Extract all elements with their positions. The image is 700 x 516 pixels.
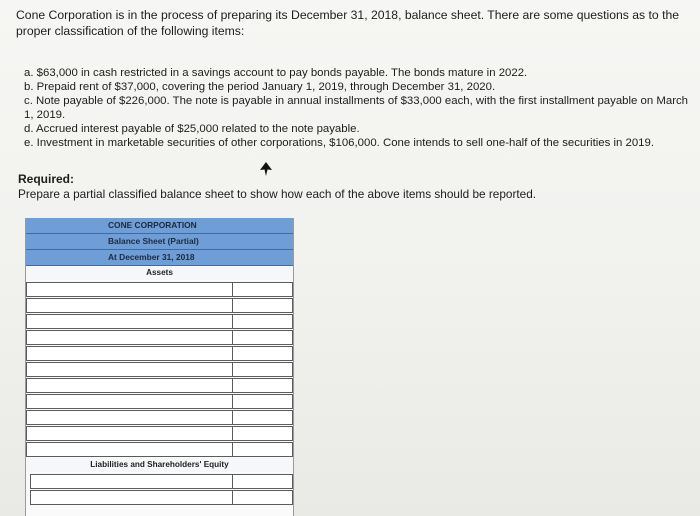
account-name-cell[interactable] bbox=[27, 347, 233, 360]
item-b: b. Prepaid rent of $37,000, covering the period January 1, 2019, through December 31, 2020. bbox=[24, 81, 496, 93]
assets-input-row[interactable] bbox=[26, 394, 293, 409]
account-name-cell[interactable] bbox=[27, 283, 233, 296]
balance-sheet-worksheet bbox=[25, 218, 294, 516]
account-name-cell[interactable] bbox=[27, 395, 233, 408]
account-name-cell[interactable] bbox=[27, 363, 233, 376]
item-c-continued: 1, 2019. bbox=[24, 109, 66, 121]
account-name-cell[interactable] bbox=[27, 443, 233, 456]
liabilities-input-row[interactable] bbox=[30, 474, 293, 489]
account-name-cell[interactable] bbox=[27, 427, 233, 440]
item-e: e. Investment in marketable securities of other corporations, $106,000. Cone intends to sell one-half of the securities in 2019. bbox=[24, 137, 655, 149]
company-name-header: CONE CORPORATION bbox=[26, 218, 293, 234]
assets-input-row[interactable] bbox=[26, 378, 293, 393]
mouse-pointer-icon bbox=[260, 162, 272, 176]
problem-items-list bbox=[24, 66, 694, 150]
assets-input-row[interactable] bbox=[26, 298, 293, 313]
item-c: c. Note payable of $226,000. The note is payable in annual installments of $33,000 each, with the first installment payable on March bbox=[24, 95, 689, 107]
statement-date-header: At December 31, 2018 bbox=[26, 250, 293, 266]
account-name-cell[interactable] bbox=[27, 331, 233, 344]
assets-input-row[interactable] bbox=[26, 314, 293, 329]
assets-input-row[interactable] bbox=[26, 346, 293, 361]
item-d: d. Accrued interest payable of $25,000 related to the note payable. bbox=[24, 123, 360, 135]
liabilities-input-row[interactable] bbox=[30, 490, 293, 505]
required-instructions: Prepare a partial classified balance sheet to show how each of the above items should be reported. bbox=[18, 187, 537, 201]
assets-input-row[interactable] bbox=[26, 410, 293, 425]
required-heading: Required: bbox=[18, 172, 75, 186]
assets-input-row[interactable] bbox=[26, 282, 293, 297]
statement-title-header: Balance Sheet (Partial) bbox=[26, 234, 293, 250]
account-name-cell[interactable] bbox=[31, 475, 233, 488]
assets-section-label: Assets bbox=[26, 266, 293, 280]
assets-input-row[interactable] bbox=[26, 426, 293, 441]
account-name-cell[interactable] bbox=[31, 491, 233, 504]
item-a: a. $63,000 in cash restricted in a savings account to pay bonds payable. The bonds mature in 2022. bbox=[24, 67, 528, 79]
account-name-cell[interactable] bbox=[27, 411, 233, 424]
account-name-cell[interactable] bbox=[27, 299, 233, 312]
assets-input-row[interactable] bbox=[26, 362, 293, 377]
liabilities-equity-section-label: Liabilities and Shareholders' Equity bbox=[26, 458, 293, 472]
assets-input-row[interactable] bbox=[26, 442, 293, 457]
account-name-cell[interactable] bbox=[27, 379, 233, 392]
account-name-cell[interactable] bbox=[27, 315, 233, 328]
problem-intro: Cone Corporation is in the process of preparing its December 31, 2018, balance sheet. There are some questions as to the proper classification of the following items: bbox=[16, 8, 680, 38]
assets-input-row[interactable] bbox=[26, 330, 293, 345]
